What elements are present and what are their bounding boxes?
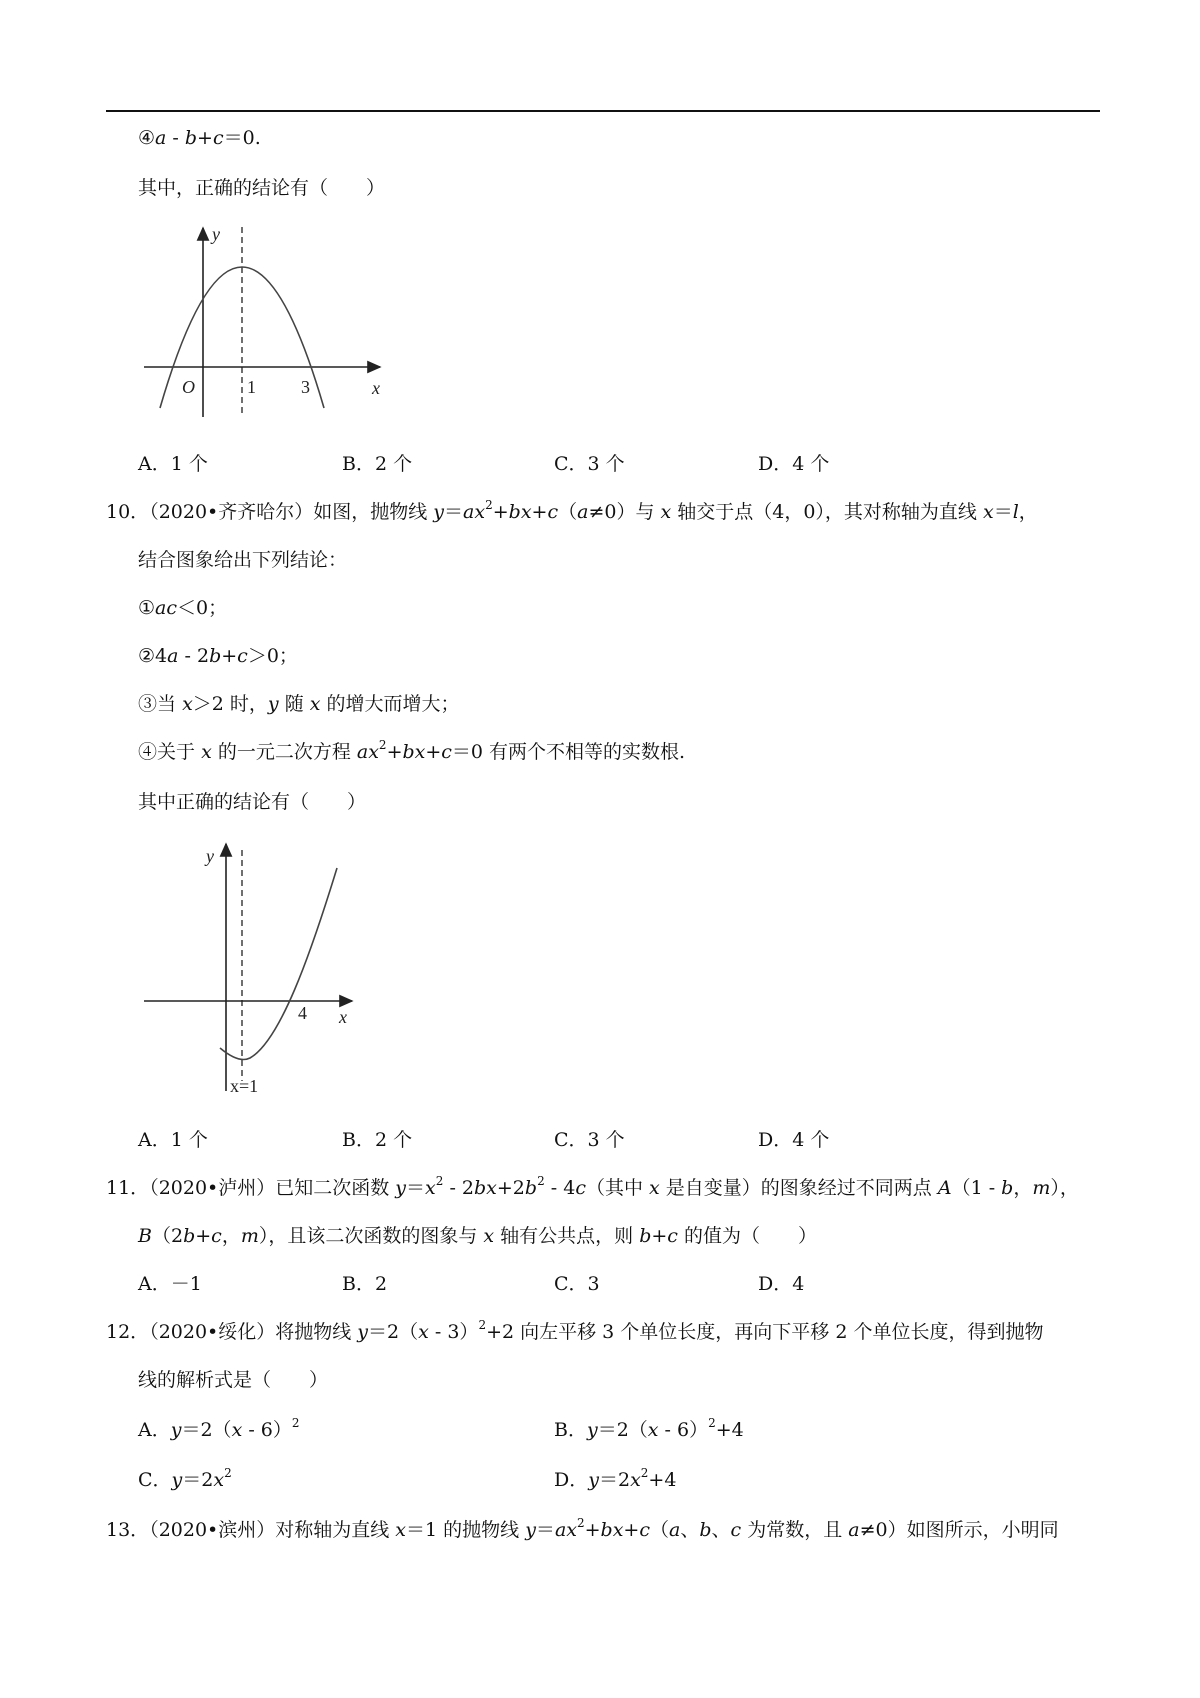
q12-option-a: A．y＝2（x - 6）$^2$ [138, 1416, 300, 1441]
q9-tick-3: 3 [301, 377, 310, 397]
q12-stem-line-2: 线的解析式是（ ） [138, 1369, 329, 1391]
q9-label-x: x [372, 378, 380, 398]
q9-tick-1: 1 [247, 377, 256, 397]
q10-axis-label: x=1 [230, 1076, 259, 1096]
q11-stem-line-2: B（2b+c，m），且该二次函数的图象与 x 轴有公共点，则 b+c 的值为（ ） [138, 1225, 817, 1247]
q9-item-4: ④a - b+c＝0. [138, 127, 261, 149]
q11-option-c: C．3 [554, 1273, 600, 1295]
q9-option-a: A．1 个 [138, 453, 208, 475]
q11-option-d: D．4 [758, 1273, 805, 1295]
q11-stem-line-1: 11．（2020•泸州）已知二次函数 $y=x^2 - 2bx+2b^2 - 4c$（其中 x 是自变量）的图象经过不同两点 A（1 - b，m）， [106, 1174, 1079, 1199]
q12-option-c: C．$y=2x^2$ [138, 1466, 232, 1491]
q10-stem-line-2: 结合图象给出下列结论： [138, 549, 348, 571]
q11-option-b: B．2 [342, 1273, 388, 1295]
q10-parabola [220, 868, 337, 1060]
q10-label-x: x [339, 1007, 347, 1027]
q9-option-d: D．4 个 [758, 453, 830, 475]
q10-label-y: y [206, 846, 214, 866]
q13-stem-line-1: 13．（2020•滨州）对称轴为直线 x＝1 的抛物线 $y=ax^2+bx+c(a$、b、c 为常数，且 a≠0）如图所示，小明同 [106, 1516, 1059, 1541]
q10-option-a: A．1 个 [138, 1129, 208, 1151]
q9-option-c: C．3 个 [554, 453, 625, 475]
q9-label-o: O [182, 377, 195, 397]
q12-stem-line-1: 12．（2020•绥化）将抛物线 y＝2（x - 3）$^2$+2 向左平移 3 个单位长度，再向下平移 2 个单位长度，得到抛物 [106, 1318, 1044, 1343]
q10-item-2: ②4a - 2b+c＞0； [138, 645, 298, 667]
q10-figure [140, 836, 360, 1096]
q10-item-1: ①ac＜0； [138, 597, 228, 619]
q11-option-a: A．－1 [138, 1273, 202, 1295]
q10-option-c: C．3 个 [554, 1129, 625, 1151]
q10-tick-4: 4 [298, 1003, 307, 1023]
q12-option-d: D．$y=2x^2+4$ [554, 1466, 677, 1491]
q9-label-y: y [212, 224, 220, 244]
header-rule [106, 110, 1100, 112]
q10-option-b: B．2 个 [342, 1129, 413, 1151]
q10-prompt: 其中正确的结论有（ ） [138, 791, 367, 813]
q10-item-3: ③当 x＞2 时，y 随 x 的增大而增大； [138, 693, 460, 715]
q10-option-d: D．4 个 [758, 1129, 830, 1151]
q9-prompt: 其中，正确的结论有（ ） [138, 177, 386, 199]
q10-stem-line-1: 10．（2020•齐齐哈尔）如图，抛物线 $y=ax^2+bx+c(a\ne 0)$与 x 轴交于点（4，0），其对称轴为直线 x＝l， [106, 498, 1038, 523]
q12-option-b: B．y＝2（x - 6）$^2$+4 [554, 1416, 744, 1441]
q9-option-b: B．2 个 [342, 453, 413, 475]
q9-figure [140, 222, 390, 422]
q10-item-4: ④关于 x 的一元二次方程 $ax^2+bx+c=0$ 有两个不相等的实数根. [138, 738, 686, 763]
